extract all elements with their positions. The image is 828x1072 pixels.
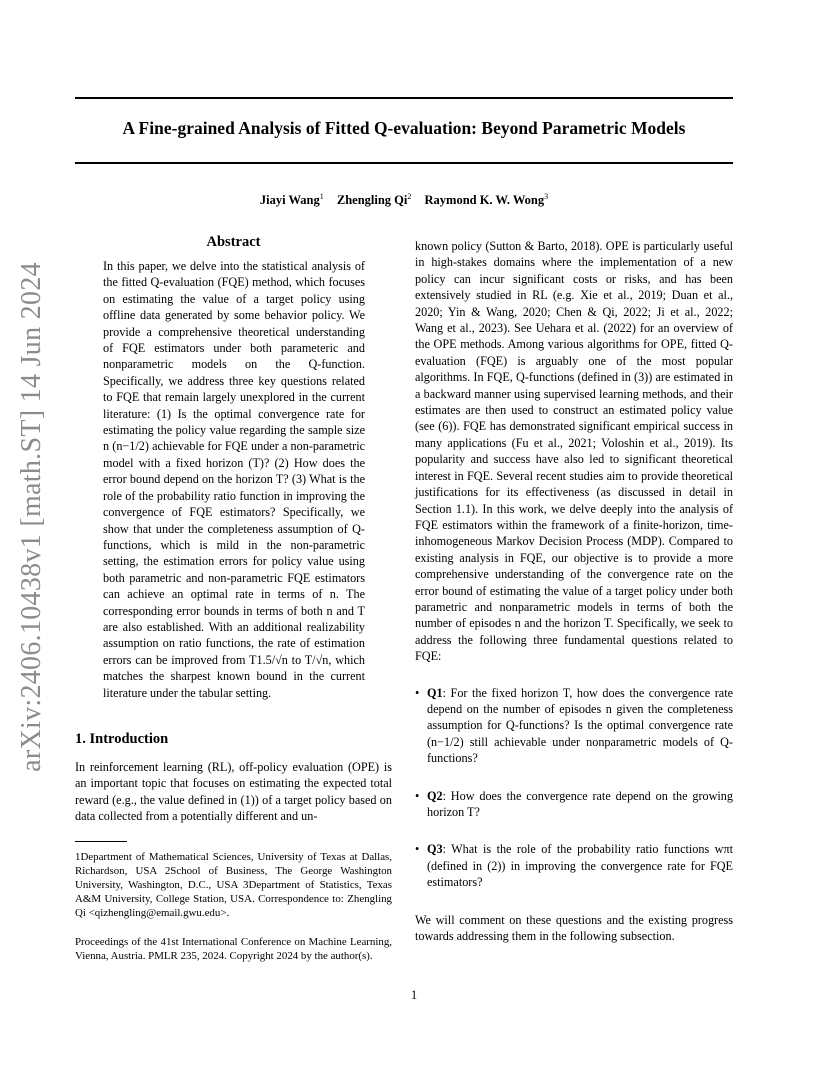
closing-text: We will comment on these questions and the existing progress towards addressing them in the following subsection. [415, 912, 733, 944]
arxiv-stamp-text: arXiv:2406.10438v1 [math.ST] 14 Jun 2024 [16, 262, 47, 772]
question-text: : How does the convergence rate depend on the growing horizon T? [427, 788, 733, 819]
question-item: • Q3: What is the role of the probability ratio functions wπt (defined in (2)) in improving the convergence rate for FQE estimators? [415, 842, 733, 890]
introduction-text: In reinforcement learning (RL), off-policy evaluation (OPE) is an important topic that focuses on estimating the expected total reward (e.g., the value defined in (1)) of a target policy based on data collected from a potentially different and un- [75, 759, 392, 824]
research-questions [415, 685, 733, 891]
arxiv-stamp [12, 262, 52, 772]
author-affiliation: 3 [544, 192, 549, 201]
question-label: Q1 [427, 685, 443, 700]
page-number: 1 [410, 988, 418, 1002]
abstract-text: In this paper, we delve into the statistical analysis of the fitted Q-evaluation (FQE) method, which focuses on estimating the value of a target policy using offline data generated by some behavior policy. We provide a comprehensive theoretical understanding of FQE estimators under both parameteric and nonparametric models on the Q-function. Specifically, we address three key questions related to FQE that remain largely unexplored in the current literature: (1) Is the optimal convergence rate for estimating the policy value regarding the sample size n (n−1/2) achievable for FQE under a non-parametric model with a fixed horizon (T)? (2) How does the error bound depend on the horizon T? (3) What is the role of the probability ratio function in improving the convergence of FQE estimators? Specifically, we show that under the completeness assumption of Q-functions, which is mild in the non-parametric setting, the estimation errors for policy value using both parametric and non-parametric FQE estimators can achieve an optimal rate in terms of n. The corresponding error bounds in terms of both n and T are also established. With an additional realizability assumption on ratio functions, the rate of estimation errors can be improved from T1.5/√n to T/√n, which matches the sharpest known bound in the current literature under the tabular setting. [103, 259, 365, 700]
question-item: • Q1: For the fixed horizon T, how does the convergence rate depend on the number of episodes n given the completeness assumption for Q-functions? Is the optimal convergence rate (n−1/2) still achievable under nonparametric models of Q-functions? [415, 685, 733, 766]
title-rule-bottom [75, 162, 733, 164]
right-column [415, 238, 733, 944]
section-heading-introduction: 1. Introduction [75, 730, 169, 747]
question-text: : What is the role of the probability ratio functions wπt (defined in (2)) in improving the convergence rate for FQE estimators? [427, 842, 733, 890]
footnote-rule [75, 841, 127, 842]
affiliation-footnote: 1Department of Mathematical Sciences, University of Texas at Dallas, Richardson, USA 2School of Business, The George Washington University, Washington, D.C., USA 3Department of Statistics, Texas A&M University, College Station, USA. Correspondence to: Zhengling Qi <qizhengling@email.gwu.edu>. [75, 850, 392, 920]
abstract-heading: Abstract [206, 234, 261, 250]
question-label: Q3 [427, 842, 443, 857]
left-column [75, 232, 392, 963]
introduction-text-continued: known policy (Sutton & Barto, 2018). OPE is particularly useful in high-stakes domains where the implementation of a new policy can incur significant costs or risks, and has been extensively studied in RL (e.g. Xie et al., 2019; Duan et al., 2020; Yin & Wang, 2020; Chen & Qi, 2022; Ji et al., 2022; Wang et al., 2023). See Uehara et al. (2022) for an overview of the OPE methods. Among various algorithms for OPE, fitted Q-evaluation (FQE) is arguably one of the most popular algorithms. In FQE, Q-functions (defined in (3)) are estimated in a backward manner using supervised learning methods, and their estimates are then used to construct an estimated policy value (see (6)). FQE has demonstrated significant empirical success in many applications (Fu et al., 2021; Voloshin et al., 2019). Its popularity and success have also led to significant theoretical interest in FQE. Several recent studies aim to provide theoretical justifications for its effectiveness (as discussed in detail in Section 1.1). In this work, we delve deeply into the analysis of FQE estimators within the framework of a finite-horizon, time-inhomogeneous Markov Decision Process (MDP). Compared to existing analysis in FQE, our objective is to provide a more comprehensive understanding of the convergence rate on the error bound of estimating the value of a target policy under both parametric and nonparametric models in terms of both the number of episodes n and the horizon T. Specifically, we seek to address the following three fundamental questions related to FQE: [415, 239, 733, 664]
author-list [75, 192, 733, 208]
author-name: Jiayi Wang [259, 193, 320, 208]
title-rule-top [75, 97, 733, 99]
author-affiliation: 2 [407, 192, 412, 201]
question-text: : For the fixed horizon T, how does the convergence rate depend on the number of episodes n given the completeness assumption for Q-functions? Is the optimal convergence rate (n−1/2) still achievable under nonparametric models of Q-functions? [427, 685, 733, 766]
author-name: Raymond K. W. Wong [424, 193, 545, 208]
author-name: Zhengling Qi [336, 193, 408, 208]
question-label: Q2 [427, 788, 443, 803]
proceedings-note: Proceedings of the 41st International Conference on Machine Learning, Vienna, Austria. PMLR 235, 2024. Copyright 2024 by the author(s). [75, 935, 392, 962]
question-item: • Q2: How does the convergence rate depend on the growing horizon T? [415, 788, 733, 819]
author-affiliation: 1 [319, 192, 324, 201]
paper-title: A Fine-grained Analysis of Fitted Q-evaluation: Beyond Parametric Models [122, 118, 686, 138]
